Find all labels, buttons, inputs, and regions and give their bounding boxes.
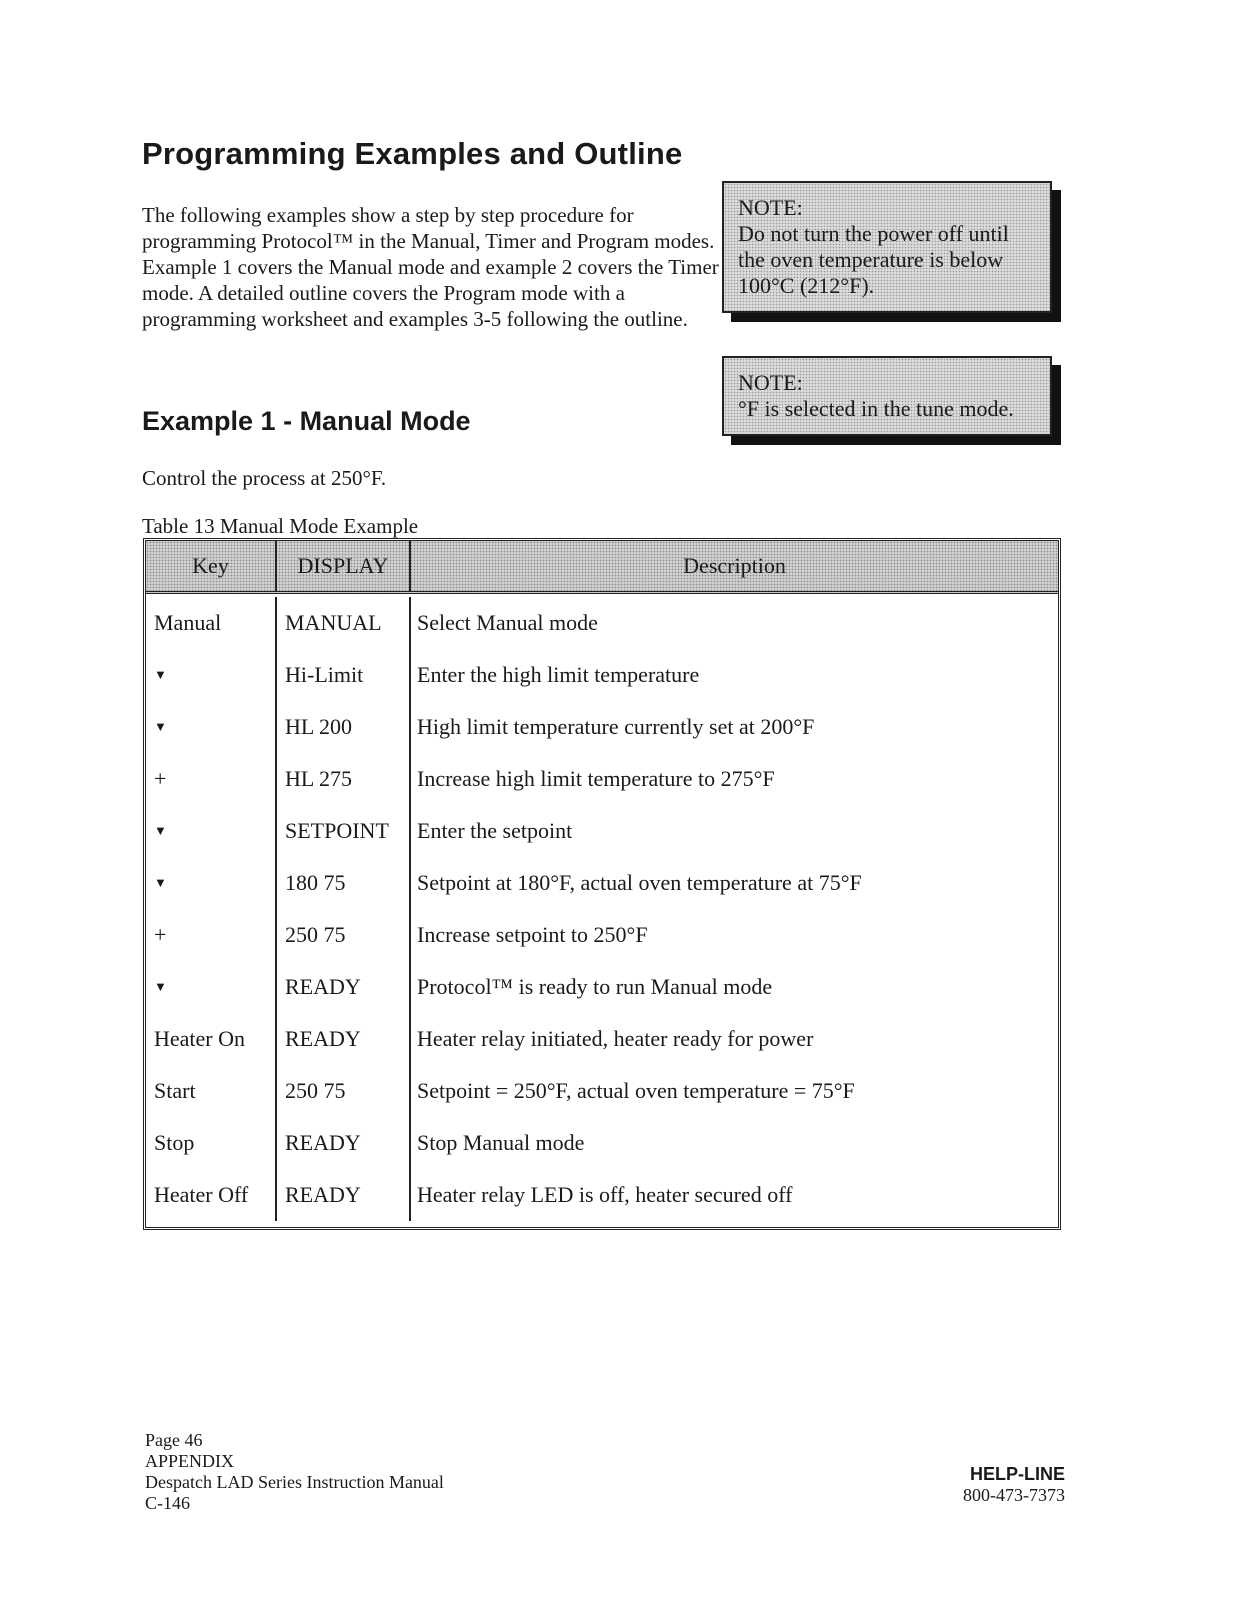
cell-description: Heater relay initiated, heater ready for power — [417, 1026, 814, 1051]
table-row — [146, 597, 1058, 649]
cell-display: READY — [277, 961, 411, 1013]
helpline-label: HELP-LINE — [969, 1464, 1065, 1484]
note-box-fahrenheit — [722, 356, 1052, 436]
table-body — [146, 594, 1058, 1227]
cell-key: Stop — [146, 1117, 277, 1169]
page-title: Programming Examples and Outline — [142, 136, 683, 171]
helpline — [963, 1464, 1065, 1506]
table-row — [146, 857, 1058, 909]
cell-key: ▼ — [146, 805, 277, 857]
cell-description: Setpoint at 180°F, actual oven temperature at 75°F — [417, 870, 862, 895]
table-row — [146, 753, 1058, 805]
cell-display: HL 200 — [277, 701, 411, 753]
table-row — [146, 805, 1058, 857]
page-code: C-146 — [145, 1493, 190, 1513]
example-heading: Example 1 - Manual Mode — [142, 406, 471, 436]
cell-key: Manual — [146, 597, 277, 649]
helpline-number: 800-473-7373 — [963, 1485, 1065, 1505]
table-row — [146, 961, 1058, 1013]
cell-display: READY — [277, 1169, 411, 1221]
cell-description: Stop Manual mode — [417, 1130, 585, 1155]
cell-key: Heater On — [146, 1013, 277, 1065]
cell-key: ▼ — [146, 649, 277, 701]
cell-description: Protocol™ is ready to run Manual mode — [417, 974, 773, 999]
note-label: NOTE: — [738, 195, 803, 220]
table-row — [146, 1065, 1058, 1117]
note-text: °F is selected in the tune mode. — [738, 396, 1014, 421]
table-row — [146, 1117, 1058, 1169]
cell-display: SETPOINT — [277, 805, 411, 857]
cell-display: MANUAL — [277, 597, 411, 649]
cell-key: + — [146, 753, 277, 805]
cell-description: Select Manual mode — [417, 610, 598, 635]
cell-description: Heater relay LED is off, heater secured off — [417, 1182, 793, 1207]
page-number: Page 46 — [145, 1430, 203, 1450]
table-row — [146, 649, 1058, 701]
header-display: DISPLAY — [277, 541, 411, 591]
manual-mode-table — [143, 538, 1061, 1230]
cell-key: ▼ — [146, 961, 277, 1013]
cell-display: READY — [277, 1117, 411, 1169]
cell-description: High limit temperature currently set at 200°F — [417, 714, 815, 739]
intro-paragraph: The following examples show a step by step procedure for programming Protocol™ in the Manual, Timer and Program modes. Example 1 covers the Manual mode and example 2 covers the Timer mode. A detailed outline covers the Program mode with a programming worksheet and examples 3-5 following the outline. — [142, 203, 719, 331]
table-caption: Table 13 Manual Mode Example — [142, 514, 419, 538]
header-description: Description — [683, 553, 786, 578]
control-text: Control the process at 250°F. — [142, 466, 387, 490]
table-row — [146, 1013, 1058, 1065]
cell-key: ▼ — [146, 701, 277, 753]
cell-display: Hi-Limit — [277, 649, 411, 701]
cell-display: READY — [277, 1013, 411, 1065]
header-key: Key — [146, 541, 277, 591]
cell-display: 180 75 — [277, 857, 411, 909]
manual-title: Despatch LAD Series Instruction Manual — [145, 1472, 444, 1492]
section-name: APPENDIX — [145, 1451, 235, 1471]
note-box-power — [722, 181, 1052, 313]
table-header-row — [146, 541, 1058, 594]
cell-description: Increase high limit temperature to 275°F — [417, 766, 775, 791]
note-text: Do not turn the power off until the oven temperature is below 100°C (212°F). — [738, 221, 1009, 298]
table-row — [146, 1169, 1058, 1221]
cell-key: ▼ — [146, 857, 277, 909]
footer-info — [145, 1430, 444, 1514]
cell-key: Start — [146, 1065, 277, 1117]
cell-description: Enter the setpoint — [417, 818, 573, 843]
cell-display: 250 75 — [277, 909, 411, 961]
cell-key: Heater Off — [146, 1169, 277, 1221]
cell-description: Increase setpoint to 250°F — [417, 922, 648, 947]
cell-description: Enter the high limit temperature — [417, 662, 700, 687]
cell-display: HL 275 — [277, 753, 411, 805]
note-label: NOTE: — [738, 370, 803, 395]
table-row — [146, 701, 1058, 753]
cell-description: Setpoint = 250°F, actual oven temperature = 75°F — [417, 1078, 855, 1103]
cell-key: + — [146, 909, 277, 961]
cell-display: 250 75 — [277, 1065, 411, 1117]
table-row — [146, 909, 1058, 961]
